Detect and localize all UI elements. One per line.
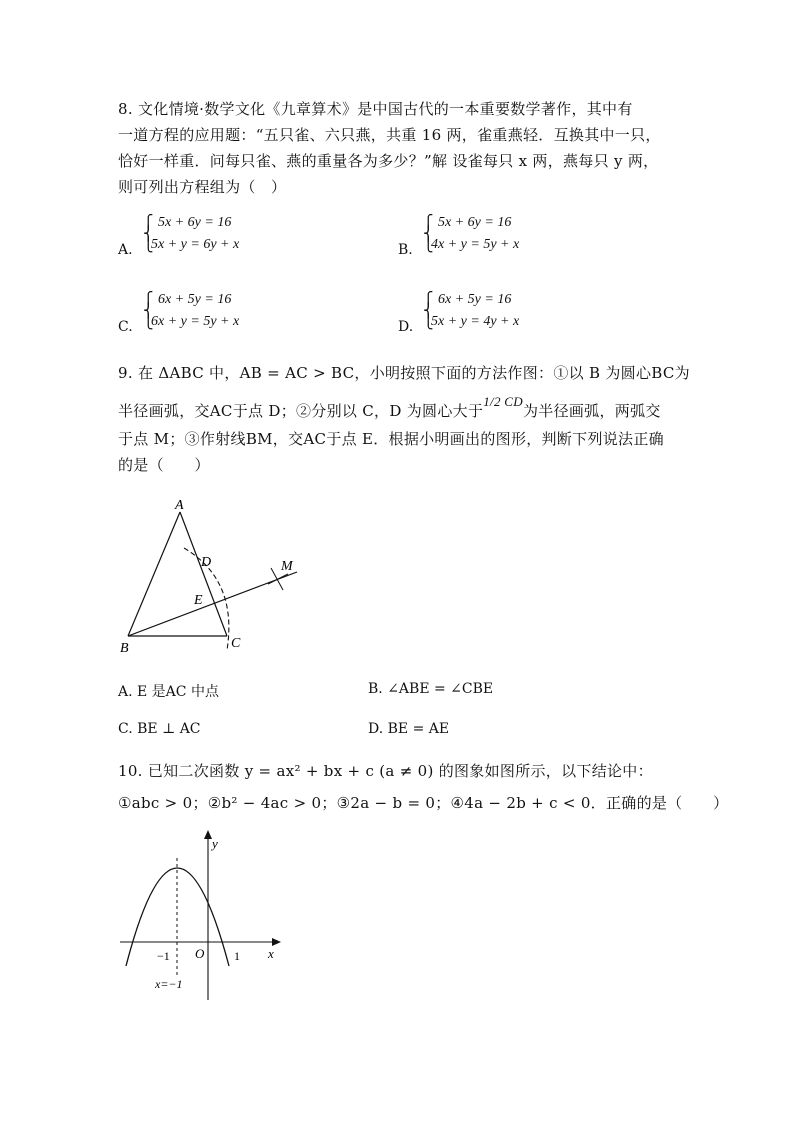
q8-option-c-label: C. [118,319,133,335]
q8-line-2: 一道方程的应用题：“五只雀、六只燕，共重 16 两，雀重燕轻．互换其中一只， [118,126,661,144]
q8-line-4: 则可列出方程组为（ ） [118,178,287,196]
triangle-construction-figure [110,488,320,658]
axis-of-symmetry-label: x=−1 [155,977,183,991]
q9-option-a: A. E 是AC 中点 [118,684,219,700]
q9-line-2-end: 为半径画弧，两弧交 [522,402,661,420]
q10-line-1: 10. 已知二次函数 y = ax² + bx + c (a ≠ 0) 的图象如图所示，以下结论中： [118,762,653,780]
q8-option-c-eq2: 6x + y = 5y + x [151,314,240,329]
point-b-label: B [120,641,129,656]
point-e-label: E [194,593,203,608]
q9-line-2 [118,394,661,421]
brace-icon: ⎧ ⎨ ⎩ [143,216,154,253]
q9-line-2-start: 半径画弧，交AC于点 D；②分别以 C，D 为圆心大于 [118,402,484,420]
y-axis-arrow-icon [204,830,212,839]
arc-mark-2 [268,574,288,584]
q9-line-3: 于点 M；③作射线BM，交AC于点 E．根据小明画出的图形，判断下列说法正确 [118,430,664,448]
x-axis-arrow-icon [272,938,281,946]
point-a-label: A [175,498,184,513]
q8-option-a-eq2: 5x + y = 6y + x [151,237,240,252]
q8-option-b-label: B. [398,242,413,258]
q10-line-2: ①abc > 0；②b² − 4ac > 0；③2a − b = 0；④4a − 2b + c < 0．正确的是（ ） [118,794,729,812]
q9-line-1: 9. 在 ΔABC 中，AB = AC > BC，小明按照下面的方法作图：①以 B 为圆心BC为 [118,364,690,382]
q8-option-b-eq1: 5x + 6y = 16 [438,215,512,230]
point-c-label: C [231,636,241,651]
q9-option-d: D. BE = AE [368,721,450,737]
q8-option-d-eq1: 6x + 5y = 16 [438,292,512,307]
q9-half-cd: 1/2 CD [483,394,523,409]
q8-option-a-label: A. [118,242,133,258]
point-m-label: M [281,559,293,574]
q8-option-b-eq2: 4x + y = 5y + x [431,237,520,252]
q8-option-d-label: D. [398,319,414,335]
tick-one-label: 1 [234,949,240,963]
q8-option-a-eq1: 5x + 6y = 16 [158,215,232,230]
q8-option-c-eq1: 6x + 5y = 16 [158,292,232,307]
q8-line-1: 8. 文化情境·数学文化《九章算术》是中国古代的一本重要数学著作，其中有 [118,100,633,118]
q8-option-d-eq2: 5x + y = 4y + x [431,314,520,329]
ray-bm [128,572,297,636]
q9-option-c: C. BE ⊥ AC [118,721,201,737]
q9-option-b: B. ∠ABE = ∠CBE [368,681,494,697]
q9-line-4: 的是（ ） [118,456,210,474]
point-d-label: D [201,555,212,570]
y-axis-label: y [212,836,218,851]
q8-line-3: 恰好一样重．问每只雀、燕的重量各为多少？”解 设雀每只 x 两，燕每只 y 两， [118,152,659,170]
brace-icon: ⎧ ⎨ ⎩ [143,293,154,330]
brace-icon: ⎧ ⎨ ⎩ [423,293,434,330]
side-ab [128,512,180,636]
origin-label: O [195,946,205,961]
side-ac [180,512,227,636]
brace-icon: ⎧ ⎨ ⎩ [423,216,434,253]
tick-neg-one-label: −1 [157,949,170,963]
x-axis-label: x [268,946,274,961]
parabola-graph [115,825,290,1005]
